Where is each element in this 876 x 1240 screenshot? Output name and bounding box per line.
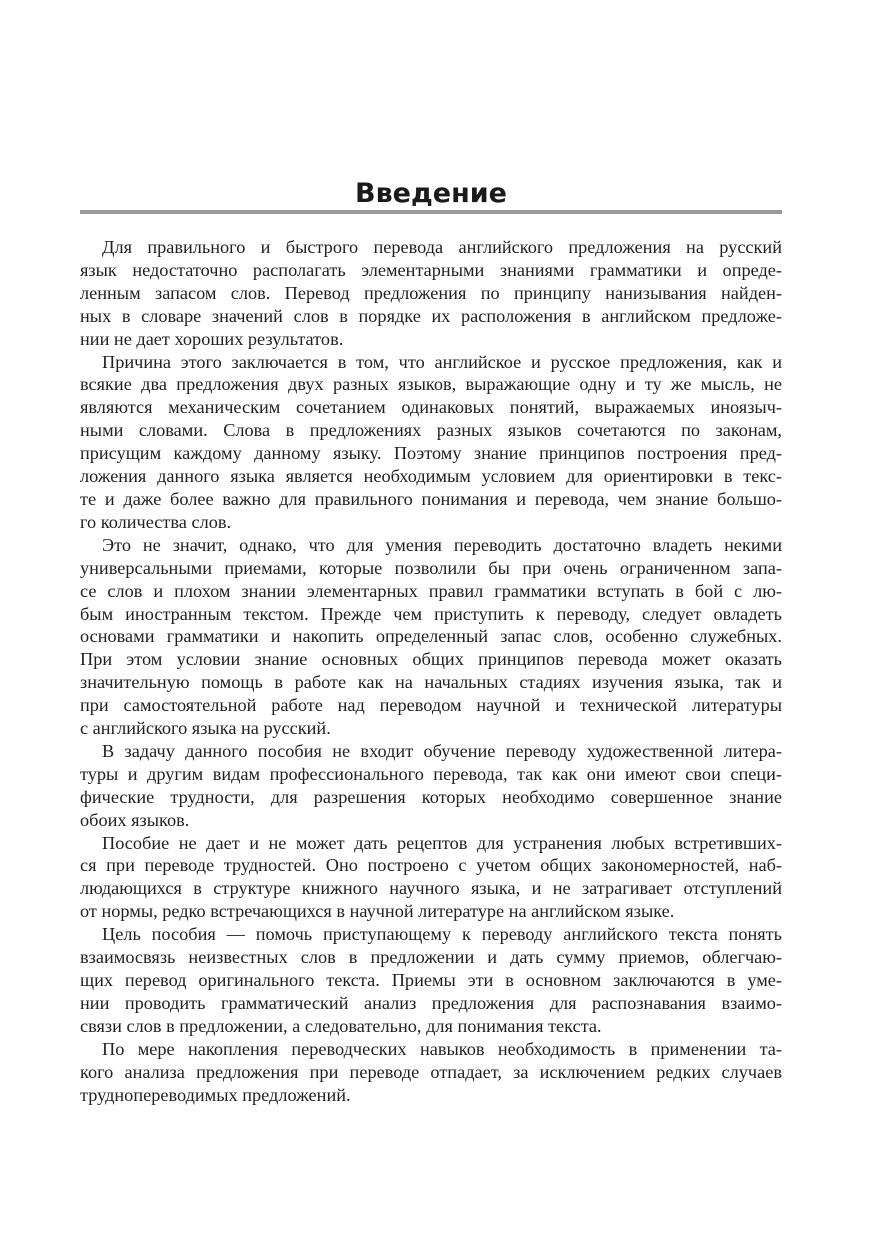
paragraph <box>80 351 782 534</box>
introduction-body <box>80 236 782 1106</box>
paragraph <box>80 236 782 351</box>
paragraph-line: язык недостаточно располагать элементарными знаниями грамматики и опреде- <box>80 259 782 280</box>
paragraph-line: ленным запасом слов. Перевод предложения по принципу нанизывания найден- <box>80 282 782 303</box>
paragraph-line: туры и другим видам профессионального перевода, так как они имеют свои специ- <box>80 763 782 784</box>
paragraph-line: По мере накопления переводческих навыков необходимость в применении та- <box>102 1038 782 1059</box>
paragraph-line: щих перевод оригинального текста. Приемы эти в основном заключаются в уме- <box>80 970 782 990</box>
paragraph-line: При этом условии знание основных общих принципов перевода может оказать <box>80 649 782 670</box>
paragraph-line: с английского языка на русский. <box>80 718 331 739</box>
paragraph-line: В задачу данного пособия не входит обучение переводу художественной литера- <box>102 740 782 761</box>
paragraph-line: всякие два предложения двух разных языков, выражающие одну и ту же мысль, не <box>80 374 782 395</box>
paragraph <box>80 1038 782 1107</box>
paragraph-line: Это не значит, однако, что для умения переводить достаточно владеть некими <box>102 534 782 555</box>
chapter-title: Введение <box>355 178 507 209</box>
paragraph-line: основами грамматики и накопить определенный запас слов, особенно служебных. <box>80 626 782 647</box>
paragraph-line: ложения данного языка является необходимым условием для ориентировки в текс- <box>80 466 782 487</box>
paragraph-line: Для правильного и быстрого перевода английского предложения на русский <box>102 237 782 257</box>
paragraph-line: кого анализа предложения при переводе отпадает, за исключением редких случаев <box>80 1061 782 1082</box>
paragraph-line: го количества слов. <box>80 511 232 532</box>
paragraph-line: связи слов в предложении, а следовательно, для понимания текста. <box>80 1015 602 1036</box>
paragraph <box>80 740 782 832</box>
paragraph-line: взаимосвязь неизвестных слов в предложении и дать сумму приемов, облегчаю- <box>80 947 782 968</box>
paragraph <box>80 923 782 1038</box>
paragraph-line: труднопереводимых предложений. <box>80 1084 351 1105</box>
paragraph-line: обоих языков. <box>80 809 190 830</box>
paragraph-line: ных в словаре значений слов в порядке их расположения в английском предложе- <box>80 305 782 326</box>
paragraph-line: фические трудности, для разрешения которых необходимо совершенное знание <box>80 786 782 807</box>
paragraph-line: нии не дает хороших результатов. <box>80 328 344 349</box>
paragraph <box>80 832 782 924</box>
paragraph-line: значительную помощь в работе как на начальных стадиях изучения языка, так и <box>80 672 782 693</box>
paragraph-line: присущим каждому данному языку. Поэтому знание принципов построения пред- <box>80 443 782 464</box>
paragraph-line: при самостоятельной работе над переводом научной и технической литературы <box>80 695 782 716</box>
paragraph-line: Цель пособия — помочь приступающему к переводу английского текста понять <box>102 924 782 945</box>
paragraph <box>80 534 782 740</box>
paragraph-line: бым иностранным текстом. Прежде чем приступить к переводу, следует овладеть <box>80 603 782 624</box>
title-underline-rule <box>80 210 782 214</box>
paragraph-line: те и даже более важно для правильного понимания и перевода, чем знание большо- <box>80 488 782 509</box>
paragraph-line: нии проводить грамматический анализ предложения для распознавания взаимо- <box>80 992 782 1013</box>
paragraph-line: являются механическим сочетанием одинаковых понятий, выражаемых иноязыч- <box>80 397 782 418</box>
paragraph-line: ными словами. Слова в предложениях разных языков сочетаются по законам, <box>80 420 782 441</box>
paragraph-line: Пособие не дает и не может дать рецептов для устранения любых встретивших- <box>102 832 782 853</box>
paragraph-line: се слов и плохом знании элементарных правил грамматики вступать в бой с лю- <box>80 580 782 601</box>
paragraph-line: людающихся в структуре книжного научного языка, и не затрагивает отступлений <box>80 878 782 899</box>
paragraph-line: Причина этого заключается в том, что английское и русское предложения, как и <box>102 351 782 372</box>
paragraph-line: ся при переводе трудностей. Оно построено с учетом общих закономерностей, наб- <box>80 855 782 876</box>
paragraph-line: универсальными приемами, которые позволили бы при очень ограниченном запа- <box>80 557 782 578</box>
paragraph-line: от нормы, редко встречающихся в научной литературе на английском языке. <box>80 901 675 922</box>
